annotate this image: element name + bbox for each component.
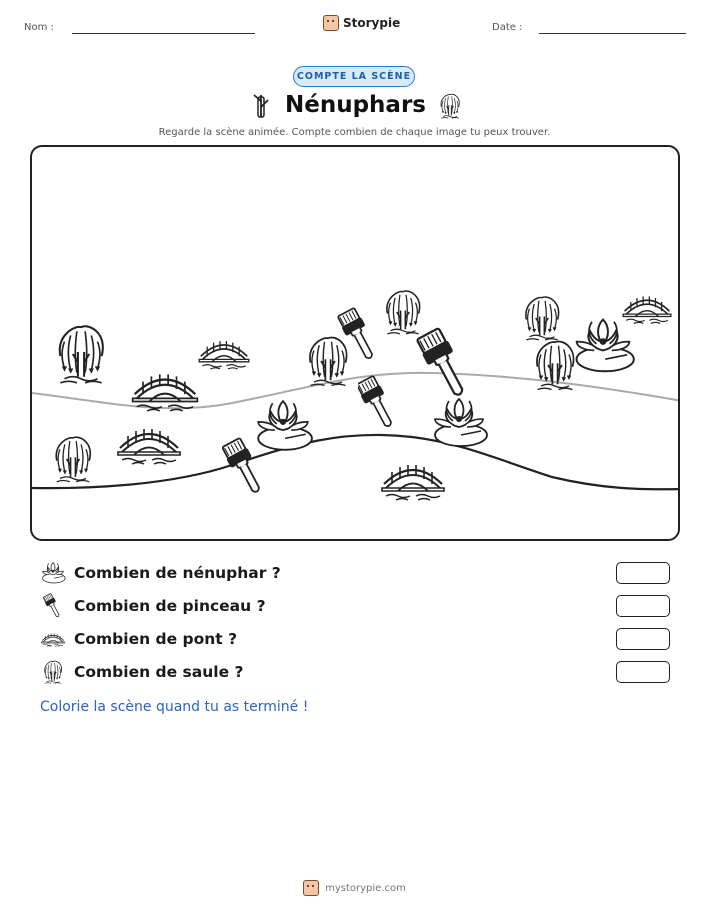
bridge-icon xyxy=(133,374,198,411)
answer-box-pinceau[interactable] xyxy=(616,595,670,617)
water-lily-icon xyxy=(258,401,312,450)
question-label: Combien de pinceau ? xyxy=(74,597,266,615)
paintbrush-icon xyxy=(356,375,398,430)
activity-badge: COMPTE LA SCÈNE xyxy=(293,66,415,87)
willow-icon xyxy=(310,337,347,385)
paintbrush-icon xyxy=(416,328,472,401)
footer xyxy=(0,880,709,896)
water-lily-icon xyxy=(577,320,634,372)
date-label: Date : xyxy=(492,22,523,33)
brand-name: Storypie xyxy=(343,16,401,30)
question-row xyxy=(40,626,680,652)
footer-url[interactable]: mystorypie.com xyxy=(325,882,406,894)
willow-icon xyxy=(387,291,420,334)
question-label: Combien de nénuphar ? xyxy=(74,564,281,582)
page-subtitle: Regarde la scène animée. Compte combien de chaque image tu peux trouver. xyxy=(158,127,551,138)
coloring-instruction: Colorie la scène quand tu as terminé ! xyxy=(40,699,309,715)
reed-icon xyxy=(250,91,272,119)
bridge-icon xyxy=(382,465,444,500)
brand-logo xyxy=(323,15,400,31)
bridge-icon xyxy=(199,341,249,369)
paintbrush-icon xyxy=(40,593,66,619)
question-label: Combien de saule ? xyxy=(74,663,244,681)
willow-icon xyxy=(526,297,559,340)
date-field[interactable] xyxy=(539,33,686,34)
page-title: Nénuphars xyxy=(285,92,426,118)
question-row xyxy=(40,560,680,586)
answer-box-nenuphar[interactable] xyxy=(616,562,670,584)
name-field[interactable] xyxy=(72,33,255,34)
title-willow-icon xyxy=(436,92,464,120)
question-row xyxy=(40,659,680,685)
near-shoreline xyxy=(32,435,680,489)
storypie-logo-icon xyxy=(303,880,319,896)
answer-box-saule[interactable] xyxy=(616,661,670,683)
counting-scene xyxy=(30,145,680,541)
willow-icon xyxy=(60,326,103,383)
storypie-logo-icon xyxy=(323,15,339,31)
willow-icon xyxy=(56,437,90,482)
bridge-icon xyxy=(118,429,180,464)
willow-icon xyxy=(40,659,66,685)
name-label: Nom : xyxy=(24,22,54,33)
question-row xyxy=(40,593,680,619)
water-lily-icon xyxy=(435,399,487,446)
far-shoreline xyxy=(32,373,680,408)
water-lily-icon xyxy=(40,560,66,586)
scene-drawing xyxy=(32,147,680,541)
question-label: Combien de pont ? xyxy=(74,630,238,648)
answer-box-pont[interactable] xyxy=(616,628,670,650)
bridge-icon xyxy=(40,626,66,652)
bridge-icon xyxy=(623,296,671,323)
